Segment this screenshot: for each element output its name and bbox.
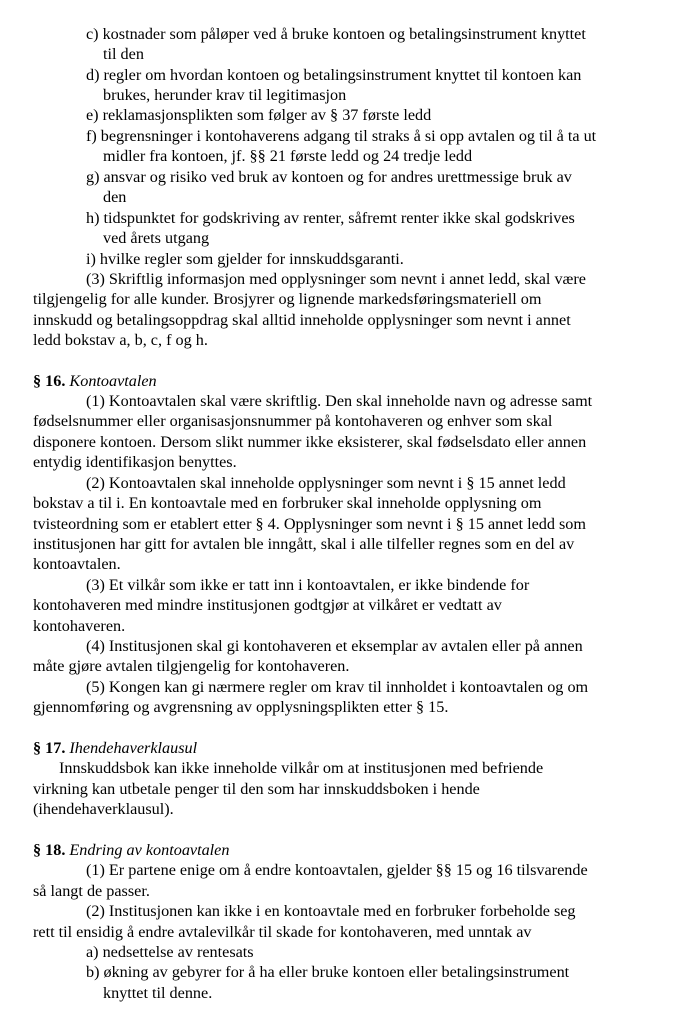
section-number: § 16. [33, 372, 66, 390]
section-title: Endring av kontoavtalen [69, 841, 230, 859]
section-16-heading [33, 371, 157, 391]
section-18-heading [33, 840, 229, 860]
list-item-continuation: brukes, herunder krav til legitimasjon [103, 86, 347, 104]
section-number: § 17. [33, 739, 66, 757]
list-item-continuation: midler fra kontoen, jf. §§ 21 første ledd og 24 tredje ledd [103, 147, 473, 165]
document-page: c) kostnader som påløper ved å bruke kontoen og betalingsinstrument knyttet til den d) regler om hvordan kontoen og betalingsinstrument knyttet til kontoen kan brukes, herunder krav til legitimasjon e) reklamasjonsplikten som følger av § 37 første ledd f) begrensninger i kontohaverens adgang til straks å si opp avtalen og til å ta ut midler fra kontoen, jf. §§ 21 første ledd og 24 tredje ledd g) ansvar og risiko ved bruk av kontoen og for andres urettmessige bruk av den h) tidspunktet for godskriving av renter, såfremt renter ikke skal godskrives ved årets utgang i) hvilke regler som gjelder for innskuddsgaranti. (3) Skriftlig informasjon med opplysninger som nevnt i annet ledd, skal være tilgjengelig for alle kunder. Brosjyrer og lignende markedsføringsmateriell om innskudd og betalingsoppdrag skal alltid inneholde opplysninger som nevnt i annet ledd bokstav a, b, c, f og h. § 16. Kontoavtalen (1) Kontoavtalen skal være skriftlig. Den skal inneholde navn og adresse samt fødselsnummer eller organisasjonsnummer på kontohaveren og enhver som skal disponere kontoen. Dersom slikt nummer ikke eksisterer, skal fødselsdato eller annen entydig identifikasjon benyttes. (2) Kontoavtalen skal inneholde opplysninger som nevnt i § 15 annet ledd bokstav a til i. En kontoavtale med en forbruker skal inneholde opplysning om tvisteordning som er etablert etter § 4. Opplysninger som nevnt i § 15 annet ledd som institusjonen har gitt for avtalen ble inngått, skal i alle tilfeller regnes som en del av kontoavtalen. (3) Et vilkår som ikke er tatt inn i kontoavtalen, er ikke bindende for kontohaveren med mindre institusjonen godtgjør at vilkåret er vedtatt av kontohaveren. (4) Institusjonen skal gi kontohaveren et eksemplar av avtalen eller på annen måte gjøre avtalen tilgjengelig for kontohaveren. (5) Kongen kan gi nærmere regler om krav til innholdet i kontoavtalen og om gjennomføring og avgrensning av opplysningsplikten etter § 15. § 17. Ihendehaverklausul Innskuddsbok kan ikke inneholde vilkår om at institusjonen med befriende virkning kan utbetale penger til den som har innskuddsboken i hende (ihendehaverklausul). § 18. Endring av kontoavtalen (1) Er partene enige om å endre kontoavtalen, gjelder §§ 15 og 16 tilsvarende så langt de passer. (2) Institusjonen kan ikke i en kontoavtale med en forbruker forbeholde seg rett til ensidig å endre avtalevilkår til skade for kontohaveren, med unntak av a) nedsettelse av rentesats b) økning av gebyrer for å ha eller bruke kontoen eller betalingsinstrument knyttet til denne. [33, 25, 597, 1002]
list-item: a) nedsettelse av rentesats [86, 943, 254, 961]
list-item-continuation: knyttet til denne. [103, 984, 213, 1002]
list-item-continuation: til den [103, 45, 144, 63]
section-17-heading [33, 738, 197, 758]
list-item: i) hvilke regler som gjelder for innskuddsgaranti. [86, 250, 404, 268]
list-item-continuation: den [103, 188, 127, 206]
list-item: f) begrensninger i kontohaverens adgang til straks å si opp avtalen og til å ta ut [86, 127, 597, 145]
section-title: Ihendehaverklausul [69, 739, 198, 757]
list-item: h) tidspunktet for godskriving av renter, såfremt renter ikke skal godskrives [86, 209, 575, 227]
list-item-continuation: ved årets utgang [103, 229, 210, 247]
list-item: g) ansvar og risiko ved bruk av kontoen og for andres urettmessige bruk av [86, 168, 572, 186]
section-title: Kontoavtalen [69, 372, 157, 390]
list-item: e) reklamasjonsplikten som følger av § 37 første ledd [86, 106, 432, 124]
list-item: c) kostnader som påløper ved å bruke kontoen og betalingsinstrument knyttet [86, 25, 586, 43]
list-item: d) regler om hvordan kontoen og betalingsinstrument knyttet til kontoen kan [86, 66, 582, 84]
section-number: § 18. [33, 841, 66, 859]
list-item: b) økning av gebyrer for å ha eller bruke kontoen eller betalingsinstrument [86, 963, 570, 981]
